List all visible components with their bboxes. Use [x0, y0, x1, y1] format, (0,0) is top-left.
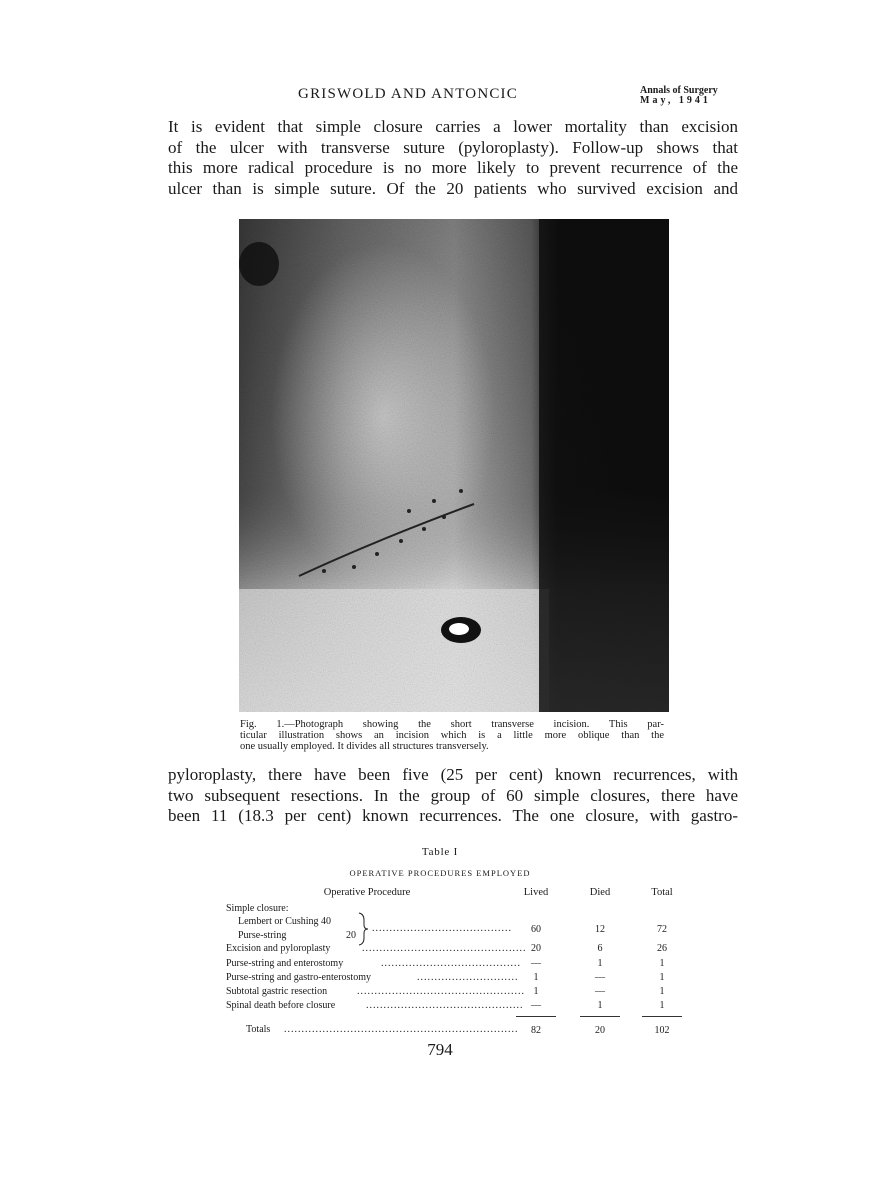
paragraph-2 — [168, 765, 738, 827]
table-cell-died: — — [595, 972, 605, 983]
table-leader-dots: ............................................... — [362, 943, 527, 954]
table-row-name: Subtotal gastric resection — [226, 986, 328, 997]
table-cell-lived: 82 — [531, 1025, 541, 1036]
table-cell-lived: 1 — [533, 972, 539, 983]
page-number: 794 — [427, 1040, 453, 1059]
table-totals-label: Totals — [246, 1024, 271, 1035]
table-leader-dots: ........................................ — [372, 923, 512, 934]
table-header-died: Died — [589, 887, 611, 898]
paragraph-line: been 11 (18.3 per cent) known recurrences. The one closure, with gastro- — [168, 806, 738, 825]
paragraph-line: two subsequent resections. In the group of 60 simple closures, there have — [168, 785, 738, 805]
paragraph-1 — [168, 117, 738, 199]
table-cell-lived: — — [531, 958, 541, 969]
table-cell-total: 1 — [659, 986, 665, 997]
table-row-name: Spinal death before closure — [226, 1000, 336, 1011]
table-leader-dots: ............................................. — [366, 1000, 524, 1011]
table-cell-total: 26 — [657, 943, 667, 954]
journal-name: Annals of Surgery — [640, 85, 718, 96]
figure-caption — [240, 719, 664, 752]
paragraph-line: pyloroplasty, there have been five (25 per cent) known recurrences, with — [168, 765, 738, 784]
table-cell-died: 6 — [597, 943, 603, 954]
journal-info — [640, 86, 718, 106]
table-header-lived: Lived — [523, 887, 549, 898]
table-subrow-purse-string-count: 20 — [346, 930, 356, 941]
table-row-name: Purse-string and gastro-enterostomy — [226, 972, 371, 983]
table-cell-simple-total: 72 — [657, 924, 667, 935]
brace-symbol — [357, 912, 369, 946]
table-cell-total: 102 — [654, 1025, 670, 1036]
table-cell-lived: 1 — [533, 986, 539, 997]
table-subrow-lembert: Lembert or Cushing 40 — [238, 916, 332, 927]
table-cell-simple-lived: 60 — [531, 924, 541, 935]
table-cell-died: 20 — [595, 1025, 605, 1036]
paragraph-line: It is evident that simple closure carries a lower mortality than excision — [168, 117, 738, 136]
table-row-name: Purse-string and enterostomy — [226, 958, 344, 969]
table-cell-died: 1 — [597, 958, 603, 969]
table-rule — [516, 1016, 556, 1017]
caption-line: Fig. 1.—Photograph showing the short transverse incision. This par- — [240, 719, 664, 730]
table-cell-died: — — [595, 986, 605, 997]
table-header-total: Total — [651, 887, 673, 898]
table-subrow-purse-string: Purse-string — [238, 930, 287, 941]
caption-line: one usually employed. It divides all structures transversely. — [240, 741, 489, 752]
table-cell-died: 1 — [597, 1000, 603, 1011]
table-rule — [642, 1016, 682, 1017]
journal-date: May, 1941 — [640, 95, 711, 106]
table-cell-simple-died: 12 — [595, 924, 605, 935]
table-rule — [580, 1016, 620, 1017]
table-cell-total: 1 — [659, 958, 665, 969]
paragraph-line: ulcer than is simple suture. Of the 20 patients who survived excision and — [168, 178, 738, 198]
table-leader-dots: ................................................................... — [284, 1024, 519, 1035]
table-leader-dots: ........................................ — [381, 958, 521, 969]
table-header-procedure: Operative Procedure — [323, 887, 411, 898]
figure-photograph — [239, 219, 669, 712]
paragraph-line: of the ulcer with transverse suture (pyloroplasty). Follow-up shows that — [168, 137, 738, 157]
table-cell-total: 1 — [659, 972, 665, 983]
table-leader-dots: ................................................ — [357, 986, 525, 997]
table-cell-total: 1 — [659, 1000, 665, 1011]
paragraph-line: this more radical procedure is no more likely to prevent recurrence of the — [168, 158, 738, 177]
table-label: Table I — [421, 846, 459, 858]
table-title: OPERATIVE PROCEDURES EMPLOYED — [349, 868, 531, 878]
caption-line: ticular illustration shows an incision which is a little more oblique than the — [240, 730, 664, 741]
running-header: GRISWOLD AND ANTONCIC — [298, 86, 518, 102]
table-row-name: Excision and pyloroplasty — [226, 943, 331, 954]
table-leader-dots: ............................. — [417, 972, 519, 983]
table-group-label: Simple closure: — [226, 903, 289, 914]
table-cell-lived: — — [531, 1000, 541, 1011]
table-cell-lived: 20 — [531, 943, 541, 954]
